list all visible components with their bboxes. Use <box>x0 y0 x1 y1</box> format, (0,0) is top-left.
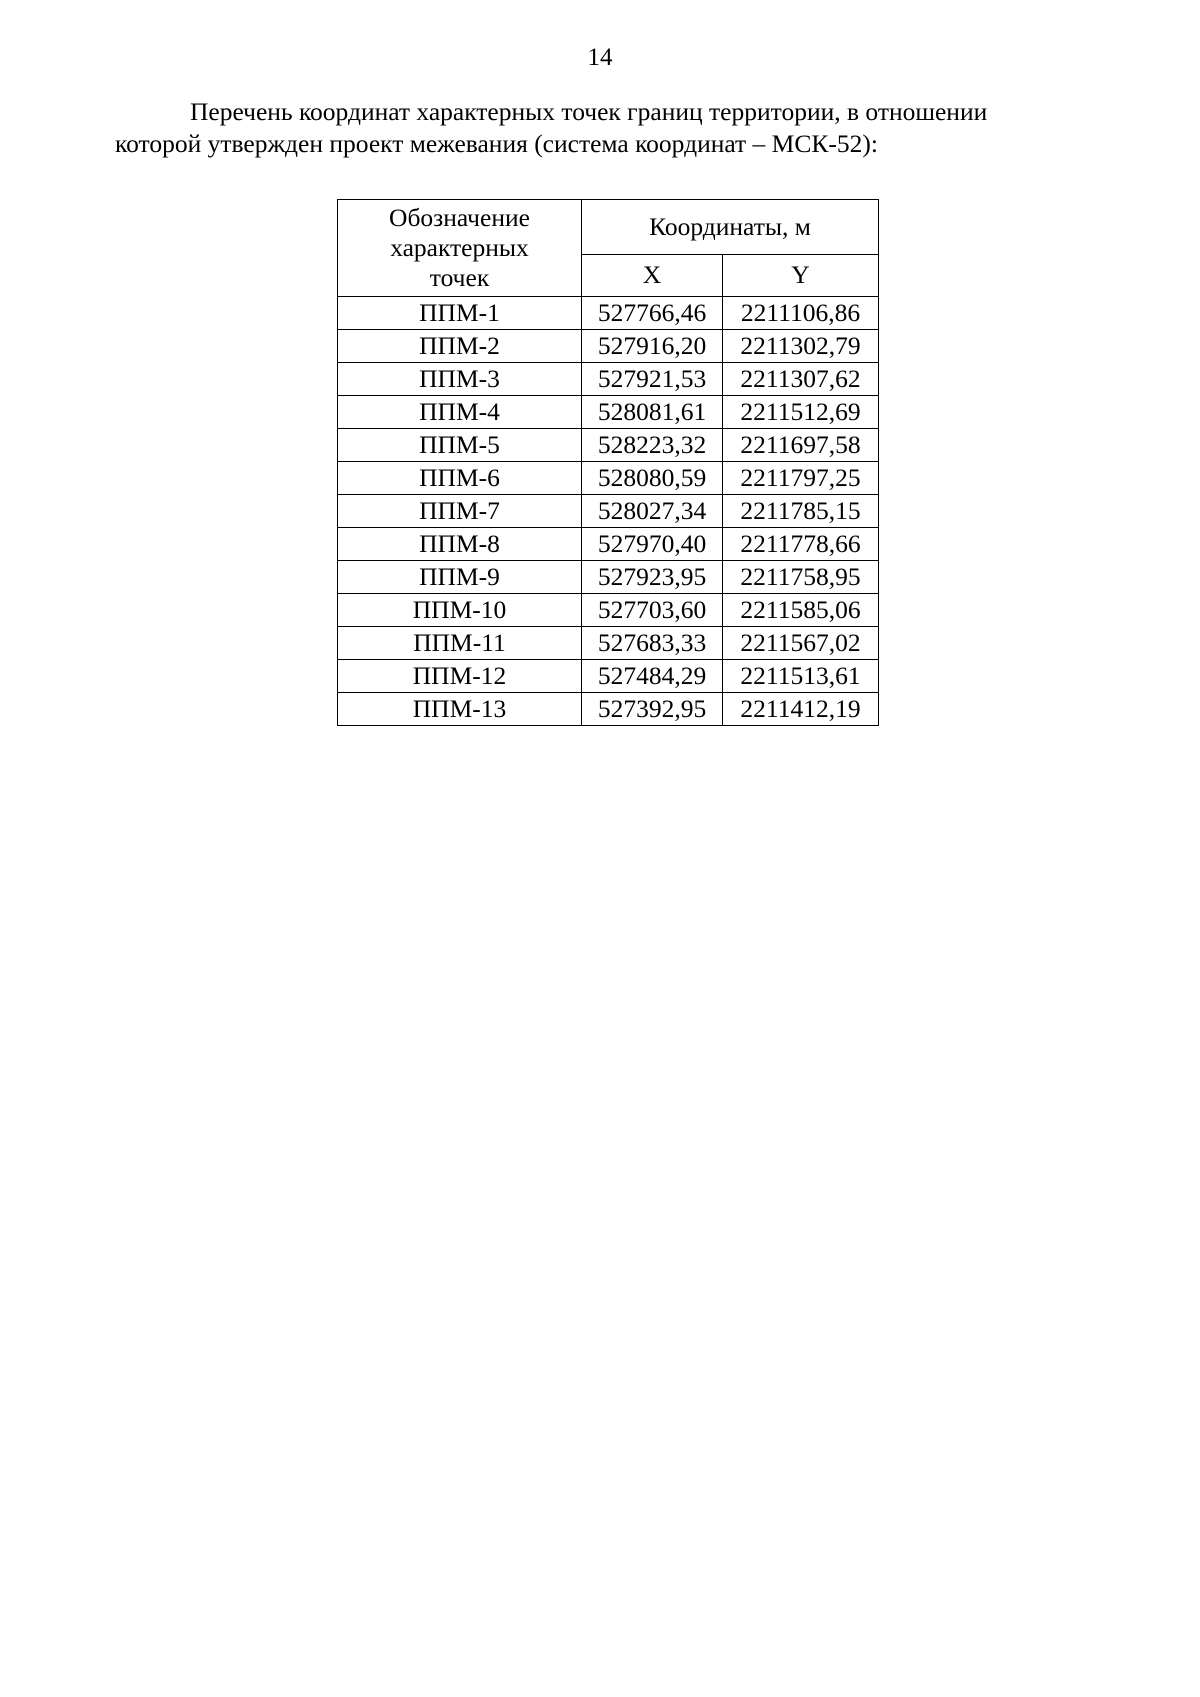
table-row <box>338 693 879 726</box>
page-number: 14 <box>587 44 613 71</box>
coordinates-table <box>337 199 879 726</box>
table-row <box>338 528 879 561</box>
y-coordinate-cell: 2211302,79 <box>723 330 879 363</box>
intro-line-2: которой утвержден проект межевания (система координат – МСК-52): <box>115 129 878 158</box>
point-name-cell: ППМ-5 <box>338 429 582 462</box>
x-coordinate-cell: 527923,95 <box>582 561 723 594</box>
y-column-header: Y <box>723 254 879 296</box>
x-coordinate-cell: 528080,59 <box>582 462 723 495</box>
x-coordinate-cell: 527766,46 <box>582 297 723 330</box>
table-row <box>338 429 879 462</box>
point-designation-header-line: характерных <box>390 233 529 262</box>
y-coordinate-cell: 2211585,06 <box>723 594 879 627</box>
point-name-cell: ППМ-10 <box>338 594 582 627</box>
point-designation-header <box>338 200 582 297</box>
coordinates-table-header <box>338 200 879 297</box>
table-row <box>338 330 879 363</box>
x-coordinate-cell: 527916,20 <box>582 330 723 363</box>
y-coordinate-cell: 2211307,62 <box>723 363 879 396</box>
table-row <box>338 363 879 396</box>
point-name-cell: ППМ-9 <box>338 561 582 594</box>
point-designation-header-line: Обозначение <box>389 203 530 232</box>
x-coordinate-cell: 527970,40 <box>582 528 723 561</box>
point-name-cell: ППМ-1 <box>338 297 582 330</box>
x-coordinate-cell: 528223,32 <box>582 429 723 462</box>
table-row <box>338 594 879 627</box>
x-coordinate-cell: 528027,34 <box>582 495 723 528</box>
intro-line-1: Перечень координат характерных точек границ территории, в отношении <box>190 97 988 126</box>
y-coordinate-cell: 2211412,19 <box>723 693 879 726</box>
x-column-header: X <box>582 254 723 296</box>
coordinates-header: Координаты, м <box>582 200 879 255</box>
point-name-cell: ППМ-6 <box>338 462 582 495</box>
coordinates-table-body <box>338 297 879 726</box>
x-coordinate-cell: 527392,95 <box>582 693 723 726</box>
point-name-cell: ППМ-7 <box>338 495 582 528</box>
table-row <box>338 396 879 429</box>
table-row <box>338 297 879 330</box>
y-coordinate-cell: 2211697,58 <box>723 429 879 462</box>
point-name-cell: ППМ-13 <box>338 693 582 726</box>
point-name-cell: ППМ-11 <box>338 627 582 660</box>
y-coordinate-cell: 2211797,25 <box>723 462 879 495</box>
table-row <box>338 627 879 660</box>
point-name-cell: ППМ-4 <box>338 396 582 429</box>
y-coordinate-cell: 2211758,95 <box>723 561 879 594</box>
y-coordinate-cell: 2211513,61 <box>723 660 879 693</box>
y-coordinate-cell: 2211512,69 <box>723 396 879 429</box>
point-designation-header-line: точек <box>429 263 490 292</box>
point-name-cell: ППМ-8 <box>338 528 582 561</box>
intro-paragraph <box>115 96 1075 160</box>
point-name-cell: ППМ-12 <box>338 660 582 693</box>
y-coordinate-cell: 2211567,02 <box>723 627 879 660</box>
point-name-cell: ППМ-3 <box>338 363 582 396</box>
table-row <box>338 660 879 693</box>
y-coordinate-cell: 2211785,15 <box>723 495 879 528</box>
x-coordinate-cell: 527703,60 <box>582 594 723 627</box>
table-row <box>338 561 879 594</box>
x-coordinate-cell: 527921,53 <box>582 363 723 396</box>
x-coordinate-cell: 528081,61 <box>582 396 723 429</box>
x-coordinate-cell: 527683,33 <box>582 627 723 660</box>
point-name-cell: ППМ-2 <box>338 330 582 363</box>
table-row <box>338 495 879 528</box>
y-coordinate-cell: 2211106,86 <box>723 297 879 330</box>
y-coordinate-cell: 2211778,66 <box>723 528 879 561</box>
table-row <box>338 462 879 495</box>
x-coordinate-cell: 527484,29 <box>582 660 723 693</box>
